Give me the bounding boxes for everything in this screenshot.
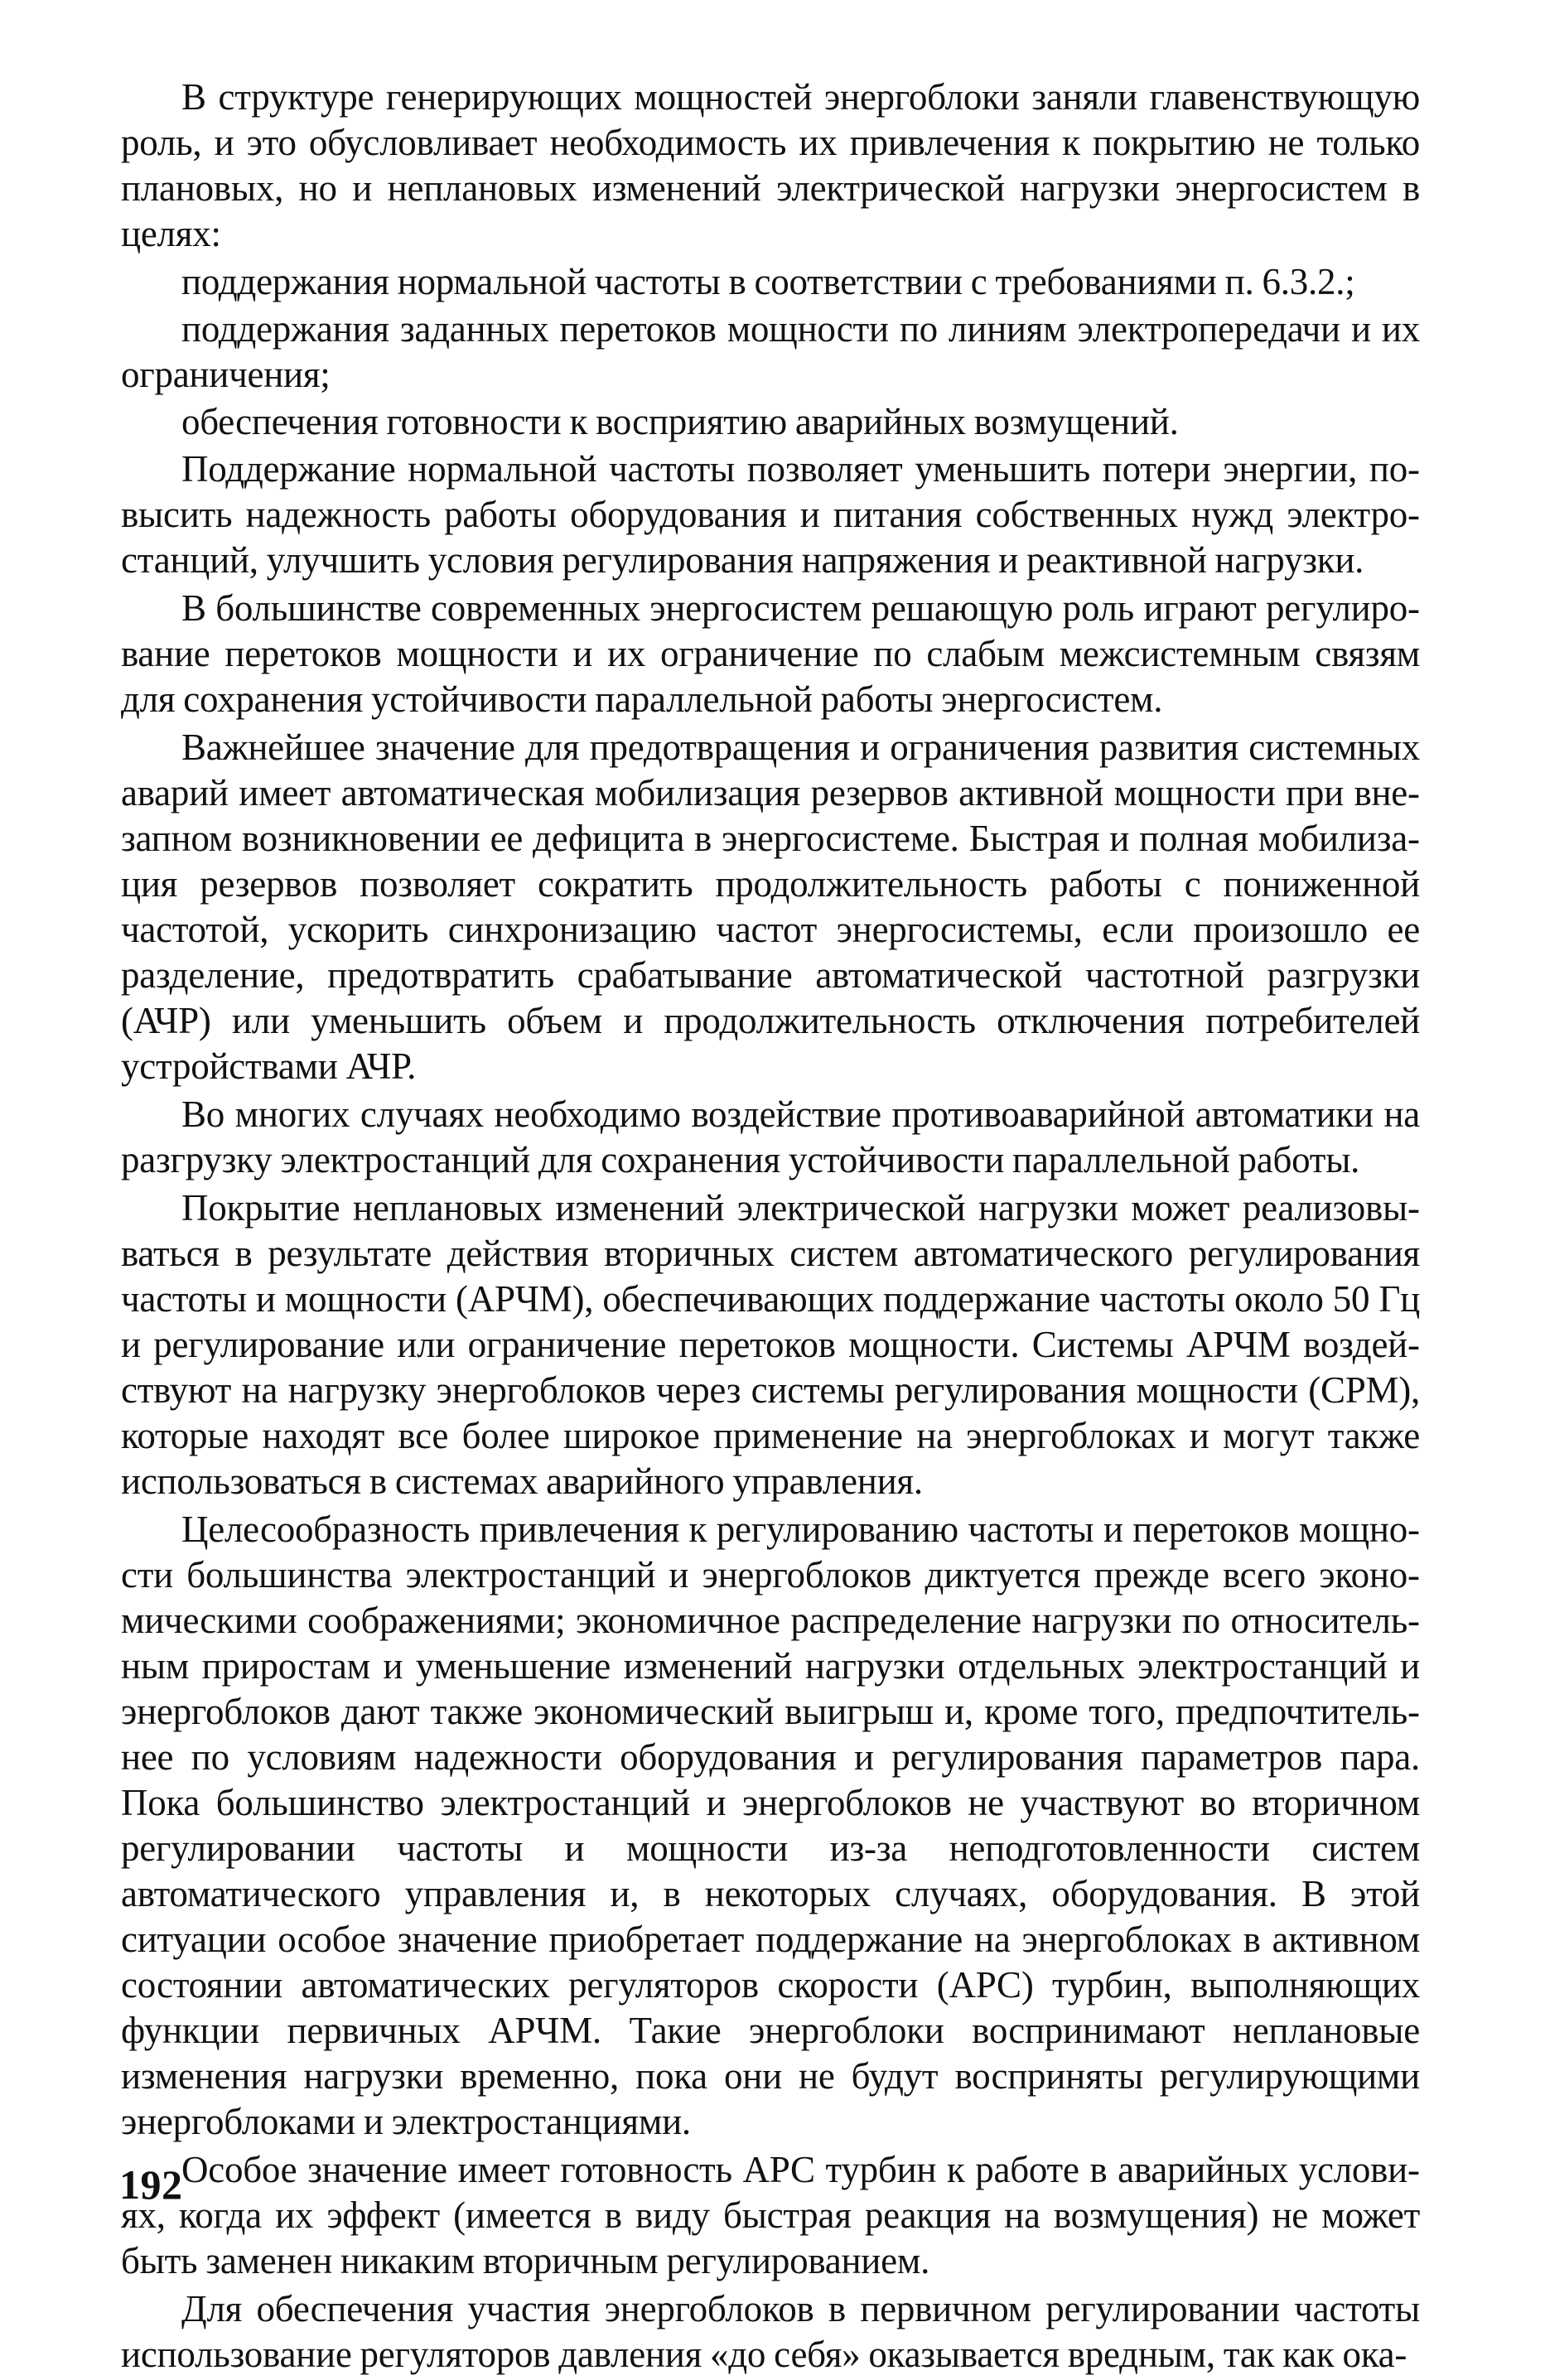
- page-number: 192: [119, 2161, 183, 2208]
- paragraph: Важнейшее значение для предотвращения и ограничения развития системных аварий имеет автоматическая мобилизация резервов активной мощности при внезапном возникновении ее дефицита в энергосистеме. Быстрая и полная мобилизация резервов позволяет сократить продолжительность работы с пониженной частотой, ускорить синхронизацию частот энергосистемы, если произошло ее разделение, предотвратить срабатывание автоматической частотной разгрузки (АЧР) или уменьшить объем и продолжительность отключения потребителей устройствами АЧР.: [121, 727, 1420, 1087]
- paragraph: Во многих случаях необходимо воздействие противоаварийной автоматики на разгрузку электростанций для сохранения устойчивости параллельной работы.: [121, 1093, 1420, 1180]
- paragraph: В структуре генерирующих мощностей энергоблоки заняли главенствующую роль, и это обусловливает необходимость их привлечения к покрытию не только плановых, но и неплановых изменений электрической нагрузки энергосистем в целях:: [121, 76, 1420, 254]
- list-item: обеспечения готовности к восприятию аварийных возмущений.: [181, 401, 1179, 442]
- list-item: поддержания нормальной частоты в соответствии с требованиями п. 6.3.2.;: [181, 261, 1355, 302]
- paragraph: Покрытие неплановых изменений электрической нагрузки может реализовываться в результате действия вторичных систем автоматического регулирования частоты и мощности (АРЧМ), обеспечивающих поддержание частоты около 50 Гц и регулирование или ограничение перетоков мощности. Системы АРЧМ воздействуют на нагрузку энергоблоков через системы регулирования мощности (СРМ), которые находят все более широкое применение на энергоблоках и могут также использоваться в системах аварийного управления.: [121, 1187, 1420, 1502]
- paragraph: Поддержание нормальной частоты позволяет уменьшить потери энергии, повысить надежность работы оборудования и питания собственных нужд электростанций, улучшить условия регулирования напряжения и реактивной нагрузки.: [121, 448, 1420, 581]
- paragraph: Для обеспечения участия энергоблоков в первичном регулировании частоты использование регуляторов давления «до себя» оказывается вредным, так как ока-: [121, 2288, 1420, 2375]
- paragraph: В большинстве современных энергосистем решающую роль играют регулирование перетоков мощности и их ограничение по слабым межсистемным связям для сохранения устойчивости параллельной работы энергосистем.: [121, 587, 1420, 720]
- paragraph: Целесообразность привлечения к регулированию частоты и перетоков мощности большинства электростанций и энергоблоков диктуется прежде всего экономическими соображениями; экономичное распределение нагрузки по относительным приростам и уменьшение изменений нагрузки отдельных электростанций и энергоблоков дают также экономический выигрыш и, кроме того, предпочтительнее по условиям надежности оборудования и регулирования параметров пара. Пока большинство электростанций и энергоблоков не участвуют во вторичном регулировании частоты и мощности из-за неподготовленности систем автоматического управления и, в некоторых случаях, оборудования. В этой ситуации особое значение приобретает поддержание на энергоблоках в активном состоянии автоматических регуляторов скорости (АРС) турбин, выполняющих функции первичных АРЧМ. Такие энергоблоки воспринимают неплановые изменения нагрузки временно, пока они не будут восприняты регулирующими энергоблоками и электростанциями.: [121, 1509, 1420, 2142]
- page-body: [121, 75, 1420, 2380]
- paragraph: Особое значение имеет готовность АРС турбин к работе в аварийных условиях, когда их эффект (имеется в виду быстрая реакция на возмущения) не может быть заменен никаким вторичным регулированием.: [121, 2149, 1420, 2281]
- list-item: поддержания заданных перетоков мощности по линиям электропередачи и их ограничения;: [121, 308, 1420, 395]
